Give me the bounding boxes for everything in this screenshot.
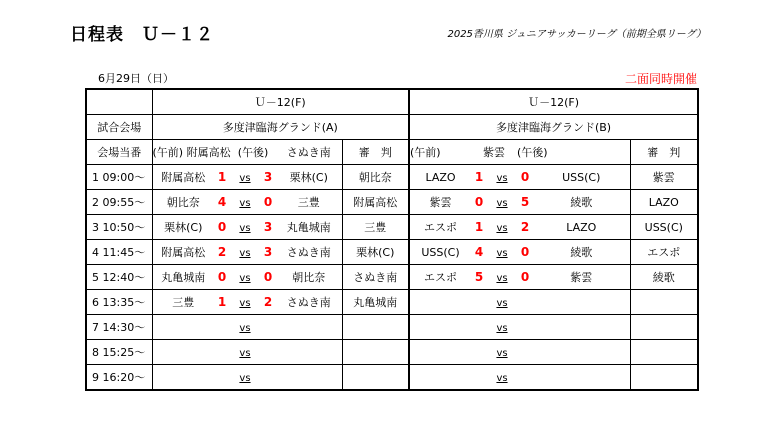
referee-b: エスポ [630, 240, 698, 265]
match-number: 7 [92, 321, 99, 334]
match-number: 9 [92, 371, 99, 384]
vs-b: vs [496, 247, 508, 259]
vs-b-cell [487, 315, 517, 340]
away-team-b: 綾歌 [533, 190, 630, 215]
category-a: Ｕ－12(F) [152, 89, 409, 115]
away-score-a [260, 340, 276, 365]
match-row [86, 290, 698, 315]
vs-a-cell [230, 265, 260, 290]
referee-header-b: 審 判 [630, 140, 698, 165]
am-label-b: (午前) [410, 146, 441, 159]
referee-a [342, 365, 409, 391]
match-time: 16:20～ [102, 371, 146, 384]
home-team-a: 附属高松 [152, 165, 214, 190]
match-row [86, 190, 698, 215]
referee-b [630, 290, 698, 315]
referee-b [630, 340, 698, 365]
home-score-a [214, 365, 230, 391]
home-team-b: USS(C) [409, 240, 471, 265]
match-time: 09:55～ [102, 196, 146, 209]
away-score-b [517, 315, 533, 340]
match-time: 09:00～ [102, 171, 146, 184]
match-row [86, 365, 698, 391]
away-score-b: 0 [517, 165, 533, 190]
away-score-b: 2 [517, 215, 533, 240]
vs-b-cell [487, 215, 517, 240]
simultaneous-note: 二面同時開催 [624, 72, 697, 86]
vs-b-cell [487, 265, 517, 290]
away-team-a: 朝比奈 [276, 265, 342, 290]
match-time: 15:25～ [102, 346, 146, 359]
vs-b: vs [496, 222, 508, 234]
home-team-b [409, 365, 471, 391]
vs-a-cell [230, 315, 260, 340]
home-team-a [152, 315, 214, 340]
venue-b: 多度津臨海グランド(B) [409, 115, 698, 140]
away-score-a: 0 [260, 190, 276, 215]
referee-a: 三豊 [342, 215, 409, 240]
home-team-b: 紫雲 [409, 190, 471, 215]
home-team-a: 栗林(C) [152, 215, 214, 240]
match-time-cell [86, 365, 152, 391]
referee-a: 栗林(C) [342, 240, 409, 265]
home-team-a: 附属高松 [152, 240, 214, 265]
vs-a: vs [239, 272, 251, 284]
referee-a [342, 340, 409, 365]
vs-b: vs [496, 322, 508, 334]
page-title: 日程表 Ｕ－１２ [70, 25, 214, 45]
home-score-b: 1 [471, 165, 487, 190]
match-time: 13:35～ [102, 296, 146, 309]
duty-am-team-b: 紫雲 [471, 140, 517, 165]
home-score-a: 2 [214, 240, 230, 265]
match-row [86, 265, 698, 290]
vs-a-cell [230, 190, 260, 215]
home-score-a: 1 [214, 165, 230, 190]
away-team-b [533, 365, 630, 391]
away-team-b [533, 290, 630, 315]
referee-a: 朝比奈 [342, 165, 409, 190]
vs-a: vs [239, 297, 251, 309]
referee-b: USS(C) [630, 215, 698, 240]
vs-b-cell [487, 190, 517, 215]
home-score-a: 0 [214, 265, 230, 290]
away-team-a [276, 365, 342, 391]
match-time-cell [86, 240, 152, 265]
referee-header-a: 審 判 [342, 140, 409, 165]
match-number: 8 [92, 346, 99, 359]
away-score-a: 0 [260, 265, 276, 290]
home-score-b [471, 340, 487, 365]
vs-a: vs [239, 197, 251, 209]
vs-a: vs [239, 322, 251, 334]
match-time: 12:40～ [102, 271, 146, 284]
match-row [86, 165, 698, 190]
venue-a: 多度津臨海グランド(A) [152, 115, 409, 140]
away-team-b: USS(C) [533, 165, 630, 190]
referee-a: 附属高松 [342, 190, 409, 215]
match-number: 3 [92, 221, 99, 234]
home-score-a: 0 [214, 215, 230, 240]
away-team-b [533, 340, 630, 365]
vs-b-cell [487, 240, 517, 265]
away-score-b: 0 [517, 240, 533, 265]
referee-b: 紫雲 [630, 165, 698, 190]
duty-a-am [152, 140, 231, 165]
home-team-b: エスポ [409, 215, 471, 240]
referee-a [342, 315, 409, 340]
away-team-a: さぬき南 [276, 240, 342, 265]
match-time-cell [86, 165, 152, 190]
duty-am-team-a: 附属高松 [186, 146, 231, 159]
match-time-cell [86, 290, 152, 315]
vs-a-cell [230, 215, 260, 240]
home-team-a: 朝比奈 [152, 190, 214, 215]
home-team-a [152, 340, 214, 365]
match-time-cell [86, 340, 152, 365]
match-number: 2 [92, 196, 99, 209]
away-team-a: さぬき南 [276, 290, 342, 315]
match-number: 6 [92, 296, 99, 309]
away-score-a: 3 [260, 240, 276, 265]
league-name: 2025香川県 ジュニアサッカーリーグ（前期全県リーグ） [447, 29, 706, 40]
home-score-b [471, 315, 487, 340]
duty-row [86, 140, 698, 165]
home-score-b: 1 [471, 215, 487, 240]
duty-pm-team-a: さぬき南 [276, 140, 342, 165]
vs-a-cell [230, 240, 260, 265]
away-score-b: 0 [517, 265, 533, 290]
venue-row [86, 115, 698, 140]
away-score-a: 2 [260, 290, 276, 315]
home-score-b [471, 290, 487, 315]
match-number: 5 [92, 271, 99, 284]
match-time-cell [86, 215, 152, 240]
match-number: 4 [92, 246, 99, 259]
home-score-a [214, 340, 230, 365]
home-team-a [152, 365, 214, 391]
vs-a-cell [230, 290, 260, 315]
away-score-b [517, 340, 533, 365]
away-score-a: 3 [260, 165, 276, 190]
away-score-a: 3 [260, 215, 276, 240]
vs-b-cell [487, 340, 517, 365]
vs-b-cell [487, 365, 517, 391]
home-team-a: 丸亀城南 [152, 265, 214, 290]
home-team-b: LAZO [409, 165, 471, 190]
away-team-b: 紫雲 [533, 265, 630, 290]
away-team-a: 三豊 [276, 190, 342, 215]
home-score-a: 1 [214, 290, 230, 315]
vs-a: vs [239, 172, 251, 184]
away-team-a: 丸亀城南 [276, 215, 342, 240]
match-row [86, 215, 698, 240]
vs-a: vs [239, 347, 251, 359]
away-team-b: 綾歌 [533, 240, 630, 265]
duty-b-am [409, 140, 471, 165]
match-time-cell [86, 265, 152, 290]
home-score-b: 0 [471, 190, 487, 215]
referee-b [630, 315, 698, 340]
referee-b [630, 365, 698, 391]
away-score-b [517, 290, 533, 315]
vs-a: vs [239, 372, 251, 384]
vs-a-cell [230, 165, 260, 190]
home-team-a: 三豊 [152, 290, 214, 315]
match-time: 14:30～ [102, 321, 146, 334]
vs-b: vs [496, 297, 508, 309]
vs-a: vs [239, 222, 251, 234]
home-score-b [471, 365, 487, 391]
match-row [86, 340, 698, 365]
away-score-a [260, 365, 276, 391]
category-empty-cell [86, 89, 152, 115]
home-score-a: 4 [214, 190, 230, 215]
duty-label: 会場当番 [86, 140, 152, 165]
referee-a: さぬき南 [342, 265, 409, 290]
vs-a: vs [239, 247, 251, 259]
category-b: Ｕ－12(F) [409, 89, 698, 115]
match-time: 11:45～ [102, 246, 146, 259]
away-team-a [276, 340, 342, 365]
match-row [86, 315, 698, 340]
vs-b: vs [496, 347, 508, 359]
vs-b-cell [487, 165, 517, 190]
match-date: 6月29日（日） [98, 72, 174, 85]
referee-b: 綾歌 [630, 265, 698, 290]
vs-b: vs [496, 372, 508, 384]
away-team-a [276, 315, 342, 340]
vs-b-cell [487, 290, 517, 315]
home-team-b [409, 340, 471, 365]
match-time-cell [86, 190, 152, 215]
vs-b: vs [496, 272, 508, 284]
referee-a: 丸亀城南 [342, 290, 409, 315]
pm-label-b: (午後) [517, 140, 533, 165]
venue-label: 試合会場 [86, 115, 152, 140]
referee-b: LAZO [630, 190, 698, 215]
away-score-b [517, 365, 533, 391]
home-score-b: 4 [471, 240, 487, 265]
away-score-b: 5 [517, 190, 533, 215]
away-score-a [260, 315, 276, 340]
match-row [86, 240, 698, 265]
home-team-b [409, 290, 471, 315]
away-team-b [533, 315, 630, 340]
match-number: 1 [92, 171, 99, 184]
match-time: 10:50～ [102, 221, 146, 234]
pm-label-a: (午後) [230, 140, 276, 165]
home-team-b: エスポ [409, 265, 471, 290]
match-time-cell [86, 315, 152, 340]
home-score-a [214, 315, 230, 340]
category-row [86, 89, 698, 115]
away-team-b: LAZO [533, 215, 630, 240]
vs-a-cell [230, 340, 260, 365]
vs-b: vs [496, 172, 508, 184]
am-label-a: (午前) [152, 146, 184, 159]
away-team-a: 栗林(C) [276, 165, 342, 190]
schedule-table [85, 88, 699, 391]
home-score-b: 5 [471, 265, 487, 290]
vs-a-cell [230, 365, 260, 391]
vs-b: vs [496, 197, 508, 209]
home-team-b [409, 315, 471, 340]
